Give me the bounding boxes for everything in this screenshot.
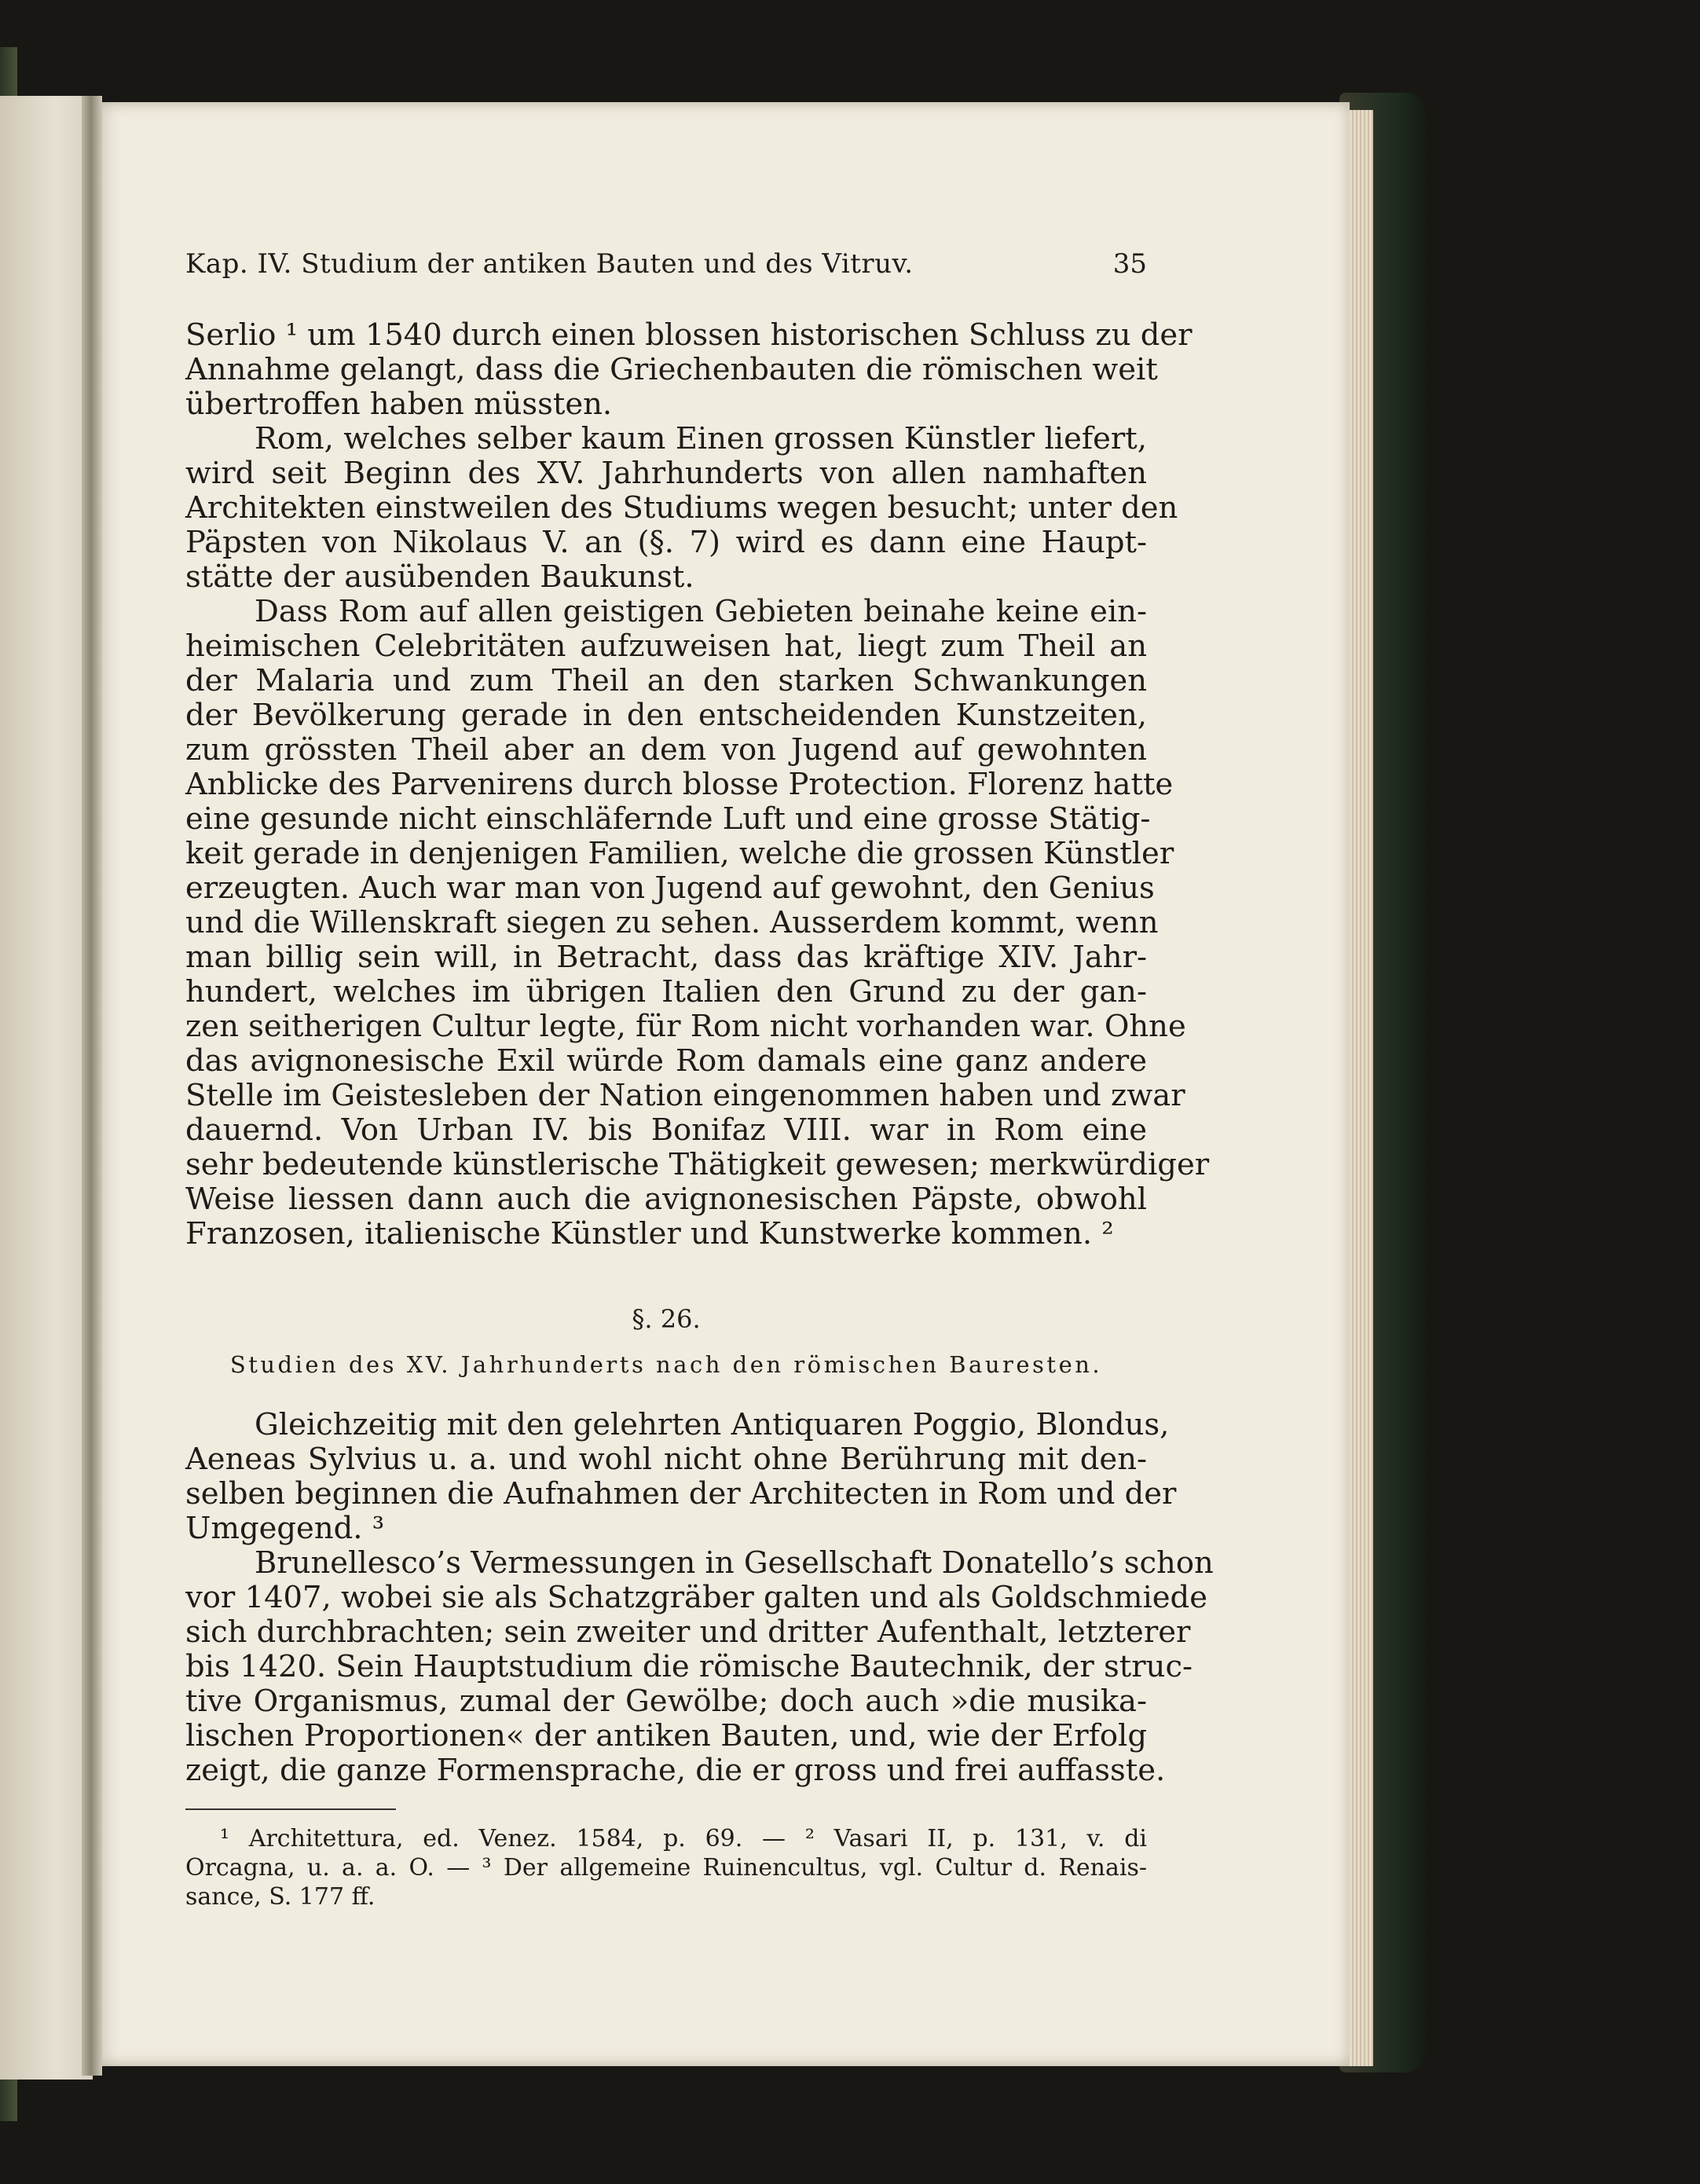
footnotes (185, 1824, 1147, 1911)
text-line: Päpsten von Nikolaus V. an (§. 7) wird es dann eine Haupt- (185, 525, 1147, 560)
footnote-line: sance, S. 177 ff. (185, 1883, 376, 1911)
text-line: sehr bedeutende künstlerische Thätigkeit gewesen; merkwürdiger (185, 1147, 1210, 1182)
text-line: das avignonesische Exil würde Rom damals eine ganz andere (185, 1043, 1147, 1079)
text-line: übertroffen haben müssten. (185, 387, 613, 422)
page-stack-edge (1350, 110, 1373, 2066)
text-line: keit gerade in denjenigen Familien, welche die grossen Künstler (185, 836, 1174, 871)
text-line: Gleichzeitig mit den gelehrten Antiquaren Poggio, Blondus, (255, 1407, 1170, 1442)
text-line: bis 1420. Sein Hauptstudium die römische Bautechnik, der struc- (185, 1649, 1193, 1684)
left-page-strip (0, 96, 93, 2080)
text-line: dauernd. Von Urban IV. bis Bonifaz VIII. war in Rom eine (185, 1112, 1147, 1148)
text-line: zen seitherigen Cultur legte, für Rom nicht vorhanden war. Ohne (185, 1009, 1186, 1044)
text-line: heimischen Celebritäten aufzuweisen hat, liegt zum Theil an (185, 628, 1147, 664)
book-gutter (82, 96, 102, 2076)
text-line: der Malaria und zum Theil an den starken Schwankungen (185, 663, 1147, 698)
text-line: vor 1407, wobei sie als Schatzgräber galten und als Goldschmiede (185, 1580, 1207, 1615)
text-line: erzeugten. Auch war man von Jugend auf gewohnt, den Genius (185, 870, 1155, 906)
text-line: zum grössten Theil aber an dem von Jugend auf gewohnten (185, 732, 1147, 768)
text-line: wird seit Beginn des XV. Jahrhunderts von allen namhaften (185, 456, 1147, 491)
text-line: Dass Rom auf allen geistigen Gebieten beinahe keine ein- (255, 594, 1147, 629)
text-line: der Bevölkerung gerade in den entscheidenden Kunstzeiten, (185, 698, 1147, 733)
text-line: Stelle im Geistesleben der Nation eingenommen haben und zwar (185, 1078, 1185, 1113)
text-line: eine gesunde nicht einschläfernde Luft und eine grosse Stätig- (185, 801, 1151, 837)
text-line: Weise liessen dann auch die avignonesischen Päpste, obwohl (185, 1182, 1147, 1217)
footnote-rule (185, 1808, 396, 1810)
text-line: zeigt, die ganze Formensprache, die er gross und frei auffasste. (185, 1753, 1166, 1788)
text-line: Aeneas Sylvius u. a. und wohl nicht ohne Berührung mit den- (185, 1442, 1147, 1477)
section-number: §. 26. (632, 1304, 701, 1334)
text-line: Umgegend. ³ (185, 1511, 385, 1546)
body-text-section-1 (185, 317, 1210, 1251)
text-line: Architekten einstweilen des Studiums wegen besucht; unter den (185, 490, 1178, 526)
section-title: Studien des XV. Jahrhunderts nach den römischen Bauresten. (229, 1351, 1103, 1378)
running-header (185, 248, 1147, 280)
text-line: tive Organismus, zumal der Gewölbe; doch auch »die musika- (185, 1684, 1147, 1719)
text-line: lischen Proportionen« der antiken Bauten, und, wie der Erfolg (185, 1718, 1147, 1753)
text-line: Franzosen, italienische Künstler und Kunstwerke kommen. ² (185, 1216, 1114, 1251)
footnote-line: Orcagna, u. a. a. O. — ³ Der allgemeine Ruinencultus, vgl. Cultur d. Renais- (185, 1854, 1147, 1882)
text-line: Annahme gelangt, dass die Griechenbauten die römischen weit (185, 352, 1158, 387)
header-title: Kap. IV. Studium der antiken Bauten und des Vitruv. (185, 248, 914, 280)
text-line: Brunellesco’s Vermessungen in Gesellschaft Donatello’s schon (255, 1545, 1214, 1581)
page-number: 35 (1112, 248, 1147, 280)
text-line: man billig sein will, in Betracht, dass das kräftige XIV. Jahr- (185, 940, 1147, 975)
text-line: Rom, welches selber kaum Einen grossen Künstler liefert, (255, 421, 1147, 456)
body-text-section-2 (185, 1407, 1214, 1788)
text-line: und die Willenskraft siegen zu sehen. Ausserdem kommt, wenn (185, 905, 1159, 940)
text-line: stätte der ausübenden Baukunst. (185, 559, 694, 595)
text-line: Anblicke des Parvenirens durch blosse Protection. Florenz hatte (185, 767, 1174, 802)
text-line: selben beginnen die Aufnahmen der Architecten in Rom und der (185, 1476, 1177, 1512)
text-line: sich durchbrachten; sein zweiter und dritter Aufenthalt, letzterer (185, 1614, 1191, 1650)
footnote-line: ¹ Architettura, ed. Venez. 1584, p. 69. — ² Vasari II, p. 131, v. di (220, 1825, 1147, 1852)
text-line: hundert, welches im übrigen Italien den Grund zu der gan- (185, 974, 1147, 1010)
text-line: Serlio ¹ um 1540 durch einen blossen historischen Schluss zu der (185, 317, 1193, 353)
